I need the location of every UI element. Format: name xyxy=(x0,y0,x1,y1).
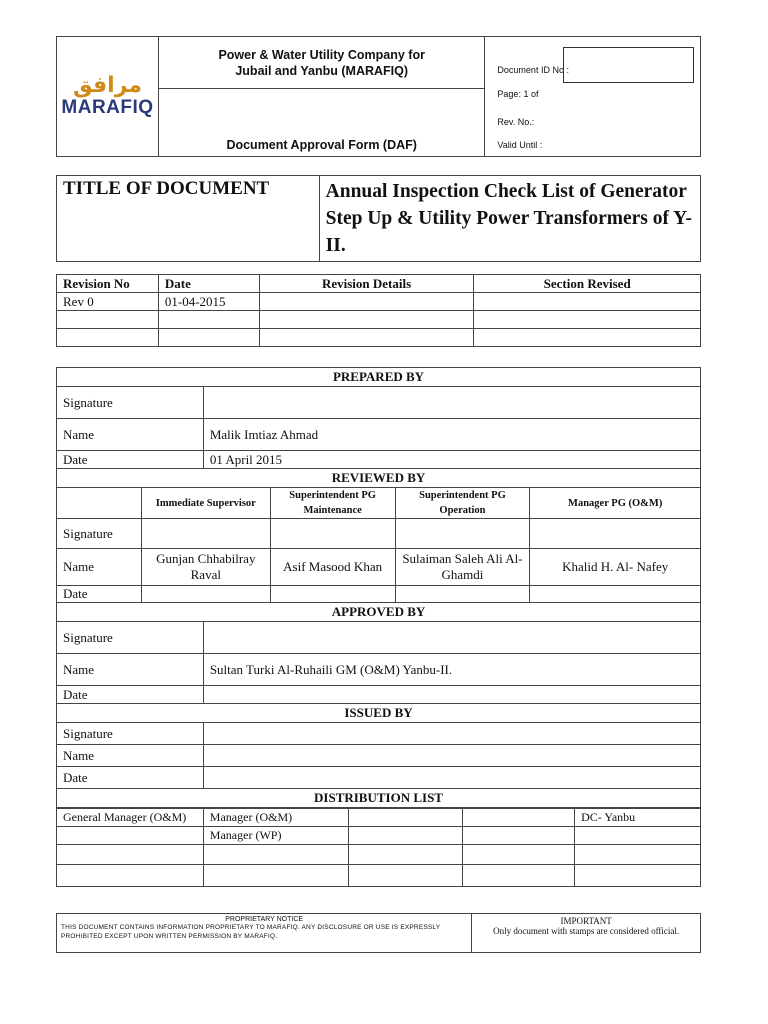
section-revised-header: Section Revised xyxy=(474,275,701,293)
prepared-name-value: Malik Imtiaz Ahmad xyxy=(203,419,700,451)
valid-until-label: Valid Until : xyxy=(497,140,543,150)
document-id-label: Document ID No : xyxy=(497,65,569,75)
distribution-cell xyxy=(575,865,701,887)
issued-name-label: Name xyxy=(57,745,204,767)
prepared-signature-label: Signature xyxy=(57,387,204,419)
reviewed-by-heading: REVIEWED BY xyxy=(57,469,701,488)
issued-signature-field[interactable] xyxy=(203,723,700,745)
prepared-by-heading: PREPARED BY xyxy=(57,368,701,387)
revision-details-header: Revision Details xyxy=(259,275,474,293)
reviewer-name: Khalid H. Al- Nafey xyxy=(530,549,701,586)
distribution-cell xyxy=(348,809,463,827)
distribution-cell xyxy=(463,809,575,827)
prepared-signature-field[interactable] xyxy=(203,387,700,419)
document-meta xyxy=(485,37,701,157)
distribution-row xyxy=(57,865,701,887)
distribution-cell xyxy=(57,827,204,845)
reviewer-date-field[interactable] xyxy=(270,586,395,603)
issued-date-field[interactable] xyxy=(203,767,700,789)
approved-date-label: Date xyxy=(57,686,204,704)
reviewer-signature-field[interactable] xyxy=(141,519,270,549)
reviewer-signature-field[interactable] xyxy=(270,519,395,549)
company-name xyxy=(158,37,484,89)
distribution-table xyxy=(56,808,701,887)
approved-by-heading: APPROVED BY xyxy=(57,603,701,622)
distribution-cell: General Manager (O&M) xyxy=(57,809,204,827)
footer-notices xyxy=(56,913,701,953)
reviewed-name-label: Name xyxy=(57,549,142,586)
revision-cell xyxy=(259,293,474,311)
prepared-date-value: 01 April 2015 xyxy=(203,451,700,469)
reviewer-name: Gunjan Chhabilray Raval xyxy=(141,549,270,586)
distribution-cell xyxy=(203,865,348,887)
date-header: Date xyxy=(158,275,259,293)
distribution-row xyxy=(57,809,701,827)
prepared-date-label: Date xyxy=(57,451,204,469)
distribution-row xyxy=(57,827,701,845)
revision-cell xyxy=(158,329,259,347)
page-label: Page: 1 of xyxy=(497,89,539,99)
distribution-cell xyxy=(57,865,204,887)
document-header xyxy=(56,36,701,157)
distribution-cell xyxy=(463,827,575,845)
reviewer-signature-field[interactable] xyxy=(395,519,530,549)
distribution-list-heading: DISTRIBUTION LIST xyxy=(57,789,701,808)
reviewer-date-field[interactable] xyxy=(141,586,270,603)
approval-table xyxy=(56,367,701,808)
distribution-cell: DC- Yanbu xyxy=(575,809,701,827)
title-block xyxy=(56,175,701,262)
reviewer-role-blank xyxy=(57,488,142,519)
reviewer-role-header: Superintendent PG Operation xyxy=(395,488,530,519)
reviewed-signature-label: Signature xyxy=(57,519,142,549)
distribution-cell xyxy=(57,845,204,865)
approved-date-field[interactable] xyxy=(203,686,700,704)
distribution-cell xyxy=(575,827,701,845)
company-name-line1: Power & Water Utility Company for xyxy=(218,47,425,62)
revision-cell xyxy=(259,311,474,329)
revision-row xyxy=(57,329,701,347)
revision-cell xyxy=(57,311,159,329)
company-logo xyxy=(57,37,159,157)
prepared-name-label: Name xyxy=(57,419,204,451)
proprietary-notice-text: THIS DOCUMENT CONTAINS INFORMATION PROPRIETARY TO MARAFIQ. ANY DISCLOSURE OR USE IS EXPRESSLY PROHIBITED EXCEPT UPON WRITTEN PERMISSION BY MARAFIQ. xyxy=(61,924,441,940)
reviewer-name: Asif Masood Khan xyxy=(270,549,395,586)
approved-signature-field[interactable] xyxy=(203,622,700,654)
revision-cell xyxy=(474,311,701,329)
revision-cell xyxy=(158,311,259,329)
revision-cell: Rev 0 xyxy=(57,293,159,311)
document-title: Annual Inspection Check List of Generator Step Up & Utility Power Transformers of Y-II. xyxy=(319,176,700,262)
company-name-line2: Jubail and Yanbu (MARAFIQ) xyxy=(235,63,409,78)
revision-cell: 01-04-2015 xyxy=(158,293,259,311)
distribution-cell: Manager (O&M) xyxy=(203,809,348,827)
revision-table xyxy=(56,274,701,347)
important-title: IMPORTANT xyxy=(560,916,612,926)
issued-by-heading: ISSUED BY xyxy=(57,704,701,723)
reviewer-date-field[interactable] xyxy=(395,586,530,603)
distribution-cell: Manager (WP) xyxy=(203,827,348,845)
reviewer-signature-field[interactable] xyxy=(530,519,701,549)
form-name: Document Approval Form (DAF) xyxy=(158,89,484,157)
revision-cell xyxy=(57,329,159,347)
revision-cell xyxy=(474,293,701,311)
revision-row xyxy=(57,311,701,329)
reviewed-date-label: Date xyxy=(57,586,142,603)
proprietary-notice xyxy=(57,914,472,953)
approved-signature-label: Signature xyxy=(57,622,204,654)
important-notice xyxy=(472,914,701,953)
revision-row xyxy=(57,293,701,311)
reviewer-role-header: Immediate Supervisor xyxy=(141,488,270,519)
revision-number-label: Rev. No.: xyxy=(497,117,535,127)
proprietary-notice-title: PROPRIETARY NOTICE xyxy=(225,916,304,923)
revision-header-row xyxy=(57,275,701,293)
logo-arabic-text: مرافق xyxy=(72,72,143,98)
approved-name-label: Name xyxy=(57,654,204,686)
reviewer-name: Sulaiman Saleh Ali Al-Ghamdi xyxy=(395,549,530,586)
distribution-cell xyxy=(203,845,348,865)
distribution-cell xyxy=(348,845,463,865)
document-id-field[interactable] xyxy=(563,47,694,83)
issued-date-label: Date xyxy=(57,767,204,789)
approved-name-value: Sultan Turki Al-Ruhaili GM (O&M) Yanbu-II. xyxy=(203,654,700,686)
revision-cell xyxy=(474,329,701,347)
distribution-cell xyxy=(348,827,463,845)
revision-no-header: Revision No xyxy=(57,275,159,293)
reviewer-role-header: Superintendent PG Maintenance xyxy=(270,488,395,519)
issued-name-field[interactable] xyxy=(203,745,700,767)
distribution-cell xyxy=(348,865,463,887)
issued-signature-label: Signature xyxy=(57,723,204,745)
distribution-row xyxy=(57,845,701,865)
important-text: Only document with stamps are considered official. xyxy=(493,926,680,936)
reviewer-role-header: Manager PG (O&M) xyxy=(530,488,701,519)
reviewer-date-field[interactable] xyxy=(530,586,701,603)
revision-cell xyxy=(259,329,474,347)
title-label: TITLE OF DOCUMENT xyxy=(57,176,320,262)
distribution-cell xyxy=(463,845,575,865)
distribution-cell xyxy=(463,865,575,887)
distribution-cell xyxy=(575,845,701,865)
logo-text: MARAFIQ xyxy=(61,96,154,118)
